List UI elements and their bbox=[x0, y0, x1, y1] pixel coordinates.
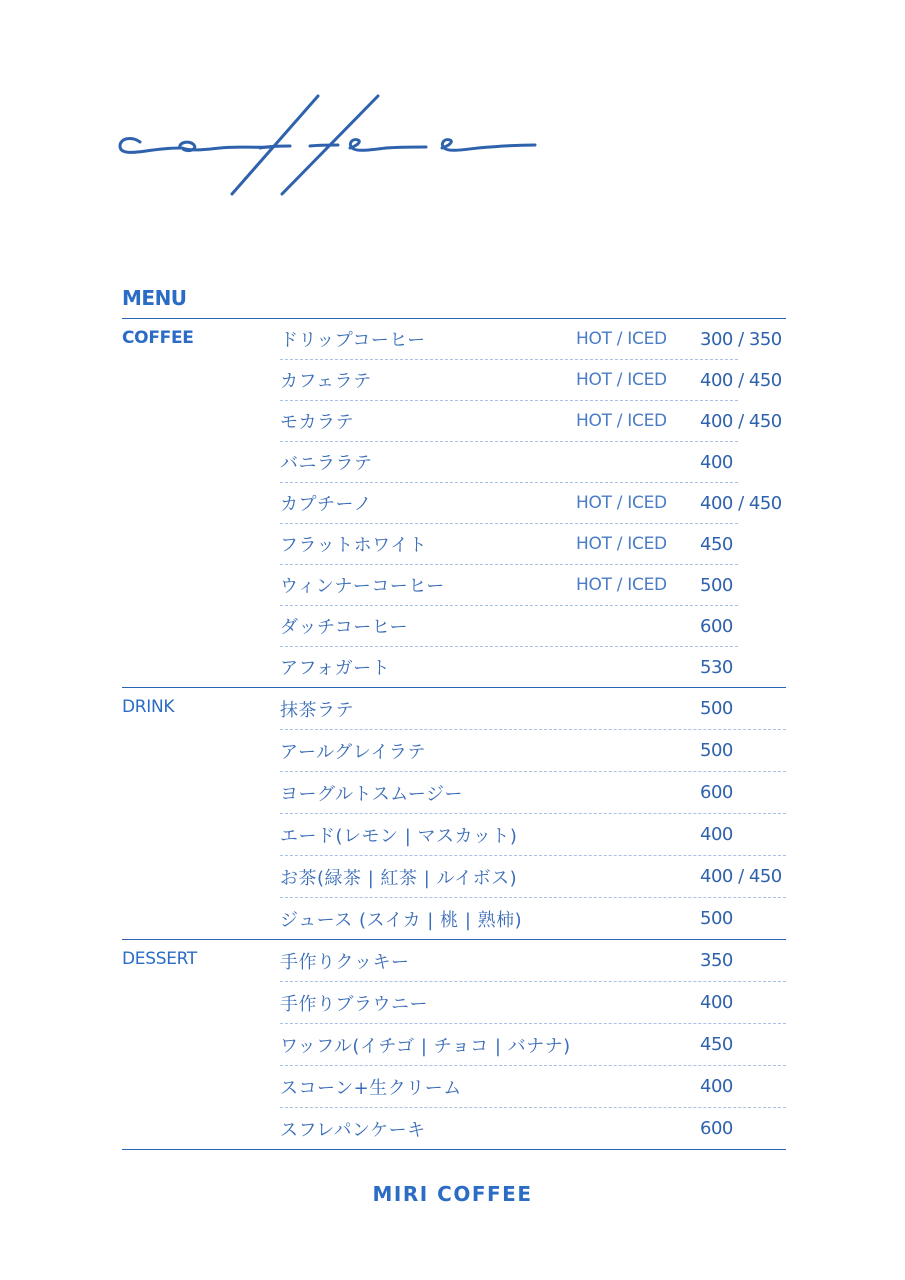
menu-item bbox=[280, 982, 786, 1024]
item-name: モカラテ bbox=[280, 412, 354, 433]
item-name: スコーン+生クリーム bbox=[280, 1077, 462, 1099]
menu-heading: MENU bbox=[122, 286, 187, 310]
item-name: アールグレイラテ bbox=[280, 741, 426, 763]
item-temp: HOT / ICED bbox=[576, 493, 667, 513]
item-name: スフレパンケーキ bbox=[280, 1119, 426, 1141]
item-temp: HOT / ICED bbox=[576, 329, 667, 349]
item-price: 530 bbox=[700, 656, 733, 678]
menu-item bbox=[280, 856, 786, 898]
coffee-items bbox=[280, 319, 786, 687]
item-name: ヨーグルトスムージー bbox=[280, 783, 464, 805]
menu-item bbox=[280, 1108, 786, 1149]
menu-item bbox=[280, 730, 786, 772]
item-name: 手作りブラウニー bbox=[280, 993, 428, 1015]
menu-item bbox=[280, 940, 786, 982]
item-name: エード(レモン | マスカット) bbox=[280, 825, 518, 847]
menu-item bbox=[280, 772, 786, 814]
item-price: 300 / 350 bbox=[700, 328, 782, 350]
item-price: 600 bbox=[700, 782, 733, 803]
footer-brand: MIRI COFFEE bbox=[372, 1182, 533, 1206]
item-name: ウィンナーコーヒー bbox=[280, 576, 445, 597]
menu-item bbox=[280, 442, 738, 483]
item-temp: HOT / ICED bbox=[576, 370, 667, 390]
item-name: お茶(緑茶 | 紅茶 | ルイボス) bbox=[280, 867, 518, 889]
item-name: フラットホワイト bbox=[280, 535, 428, 556]
item-price: 400 / 450 bbox=[700, 410, 782, 432]
item-name: ワッフル(イチゴ | チョコ | バナナ) bbox=[280, 1035, 571, 1057]
menu-item bbox=[280, 360, 782, 401]
menu-item bbox=[280, 814, 786, 856]
item-temp: HOT / ICED bbox=[576, 534, 667, 554]
menu-item bbox=[280, 898, 786, 939]
item-name: ジュース (スイカ | 桃 | 熟柿) bbox=[280, 909, 523, 931]
coffee-script-logo bbox=[110, 90, 540, 205]
item-price: 500 bbox=[700, 698, 733, 719]
menu-item bbox=[280, 688, 786, 730]
dessert-items bbox=[280, 940, 786, 1149]
item-price: 400 / 450 bbox=[700, 369, 782, 391]
item-price: 500 bbox=[700, 574, 733, 596]
menu-item bbox=[280, 606, 738, 647]
menu-item bbox=[280, 1024, 786, 1066]
item-name: ドリップコーヒー bbox=[280, 330, 426, 351]
item-name: カプチーノ bbox=[280, 494, 373, 515]
item-name: 手作りクッキー bbox=[280, 951, 410, 973]
menu-item bbox=[280, 647, 786, 687]
menu-item bbox=[280, 483, 782, 524]
menu-item bbox=[280, 565, 738, 606]
section-label-coffee: COFFEE bbox=[122, 328, 194, 348]
item-price: 600 bbox=[700, 1118, 733, 1139]
menu-item bbox=[280, 524, 738, 565]
menu-item bbox=[280, 1066, 786, 1108]
menu-item bbox=[280, 319, 782, 360]
menu-table bbox=[122, 318, 786, 1150]
item-price: 600 bbox=[700, 615, 733, 637]
item-name: カフェラテ bbox=[280, 371, 372, 392]
item-temp: HOT / ICED bbox=[576, 575, 667, 595]
item-temp: HOT / ICED bbox=[576, 411, 667, 431]
item-price: 500 bbox=[700, 908, 733, 929]
item-name: バニララテ bbox=[280, 453, 373, 474]
item-price: 400 / 450 bbox=[700, 866, 782, 887]
item-price: 400 bbox=[700, 992, 733, 1013]
item-price: 400 bbox=[700, 451, 733, 473]
item-price: 400 bbox=[700, 1076, 733, 1097]
item-name: アフォガート bbox=[280, 658, 391, 679]
item-price: 400 / 450 bbox=[700, 492, 782, 514]
item-price: 450 bbox=[700, 533, 733, 555]
section-label-drink: DRINK bbox=[122, 697, 175, 717]
item-price: 500 bbox=[700, 740, 733, 761]
item-price: 450 bbox=[700, 1034, 733, 1055]
section-label-dessert: DESSERT bbox=[122, 949, 198, 969]
item-name: ダッチコーヒー bbox=[280, 617, 409, 638]
item-price: 350 bbox=[700, 950, 733, 971]
section-drink bbox=[122, 687, 786, 939]
drink-items bbox=[280, 688, 786, 939]
section-dessert bbox=[122, 939, 786, 1150]
item-name: 抹茶ラテ bbox=[280, 699, 354, 721]
section-coffee bbox=[122, 318, 786, 687]
item-price: 400 bbox=[700, 824, 733, 845]
menu-item bbox=[280, 401, 782, 442]
